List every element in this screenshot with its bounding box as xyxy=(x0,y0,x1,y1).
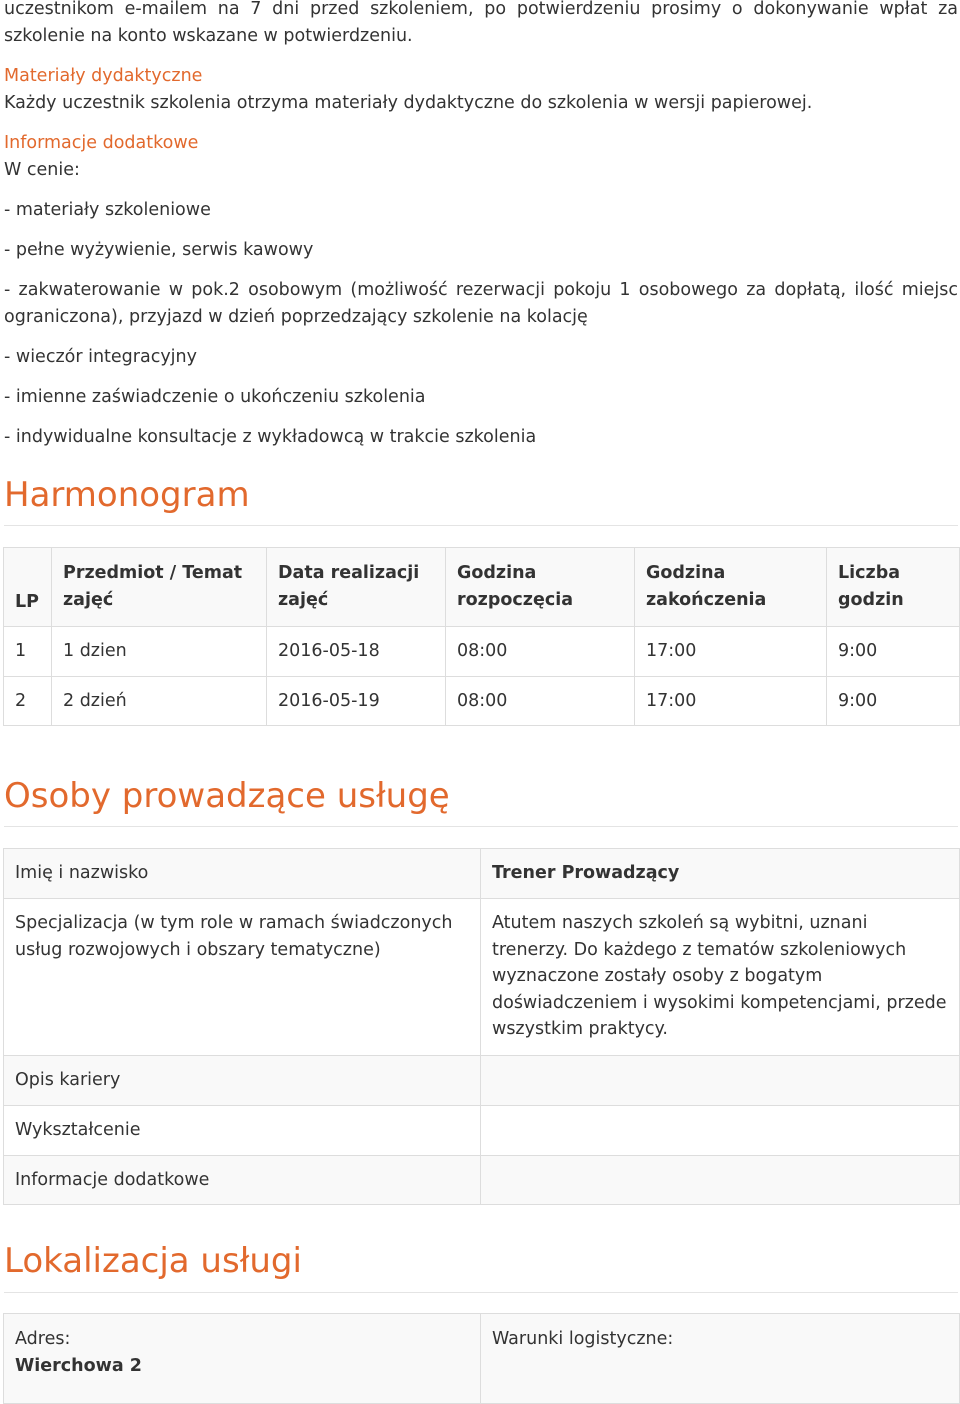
career-label: Opis kariery xyxy=(4,1056,481,1106)
column-header-end-time: Godzina zakończenia xyxy=(635,548,827,627)
specialization-value: Atutem naszych szkoleń są wybitni, uznani trenerzy. Do każdego z tematów szkoleniowych wyznaczone zostały osoby z bogatym doświadczeniem i wysokimi kompetencjami, przede wszystkim praktycy. xyxy=(481,899,960,1056)
table-cell-lp: 2 xyxy=(4,677,52,726)
table-row xyxy=(4,627,960,677)
column-header-date: Data realizacji zajęć xyxy=(267,548,446,627)
table-row xyxy=(4,899,960,1056)
table-row xyxy=(4,1156,960,1205)
schedule-table xyxy=(3,547,960,726)
education-value xyxy=(481,1106,960,1156)
trainer-additional-value xyxy=(481,1156,960,1205)
table-cell-lp: 1 xyxy=(4,627,52,677)
table-cell-date: 2016-05-18 xyxy=(267,627,446,677)
logistics-cell xyxy=(481,1314,960,1404)
additional-info-heading: Informacje dodatkowe xyxy=(4,133,199,153)
table-cell-start-time: 08:00 xyxy=(446,627,635,677)
location-table xyxy=(3,1313,960,1404)
schedule-header-row xyxy=(4,548,960,627)
trainers-title: Osoby prowadzące usługę xyxy=(4,776,450,816)
payment-info-text: uczestnikom e-mailem na 7 dni przed szkoleniem, po potwierdzeniu prosimy o dokonywanie wpłat za szkolenie na konto wskazane w potwierdzeniu. xyxy=(4,0,958,46)
table-cell-subject: 2 dzień xyxy=(52,677,267,726)
section-divider xyxy=(4,1292,958,1293)
price-item: - zakwaterowanie w pok.2 osobowym (możliwość rezerwacji pokoju 1 osobowego za dopłatą, ilość miejsc ograniczona), przyjazd w dzień poprzedzający szkolenie na kolację xyxy=(4,280,958,327)
section-divider xyxy=(4,826,958,827)
trainer-additional-label: Informacje dodatkowe xyxy=(4,1156,481,1205)
price-item: - wieczór integracyjny xyxy=(4,347,197,367)
table-cell-end-time: 17:00 xyxy=(635,677,827,726)
table-cell-subject: 1 dzien xyxy=(52,627,267,677)
logistics-label: Warunki logistyczne: xyxy=(492,1329,674,1349)
column-header-lp: LP xyxy=(4,548,52,627)
address-cell xyxy=(4,1314,481,1404)
table-cell-hours: 9:00 xyxy=(827,677,960,726)
table-row xyxy=(4,849,960,899)
price-item: - pełne wyżywienie, serwis kawowy xyxy=(4,240,314,260)
trainers-table xyxy=(3,848,960,1205)
table-cell-hours: 9:00 xyxy=(827,627,960,677)
career-value xyxy=(481,1056,960,1106)
column-header-hours: Liczba godzin xyxy=(827,548,960,627)
table-row xyxy=(4,677,960,726)
name-label: Imię i nazwisko xyxy=(4,849,481,899)
schedule-title: Harmonogram xyxy=(4,475,250,515)
column-header-subject: Przedmiot / Temat zajęć xyxy=(52,548,267,627)
location-title: Lokalizacja usługi xyxy=(4,1241,302,1281)
column-header-start-time: Godzina rozpoczęcia xyxy=(446,548,635,627)
price-item: - indywidualne konsultacje z wykładowcą w trakcie szkolenia xyxy=(4,427,537,447)
materials-heading: Materiały dydaktyczne xyxy=(4,66,203,86)
specialization-label: Specjalizacja (w tym role w ramach świadczonych usług rozwojowych i obszary tematyczne) xyxy=(4,899,481,1056)
section-divider xyxy=(4,525,958,526)
address-value: Wierchowa 2 xyxy=(15,1355,142,1376)
table-row xyxy=(4,1314,960,1404)
address-label: Adres: xyxy=(15,1329,71,1349)
table-row xyxy=(4,1056,960,1106)
table-cell-end-time: 17:00 xyxy=(635,627,827,677)
name-value: Trener Prowadzący xyxy=(481,849,960,899)
price-includes-heading: W cenie: xyxy=(4,160,80,180)
table-cell-date: 2016-05-19 xyxy=(267,677,446,726)
education-label: Wykształcenie xyxy=(4,1106,481,1156)
materials-text: Każdy uczestnik szkolenia otrzyma materiały dydaktyczne do szkolenia w wersji papierowej. xyxy=(4,93,813,113)
table-cell-start-time: 08:00 xyxy=(446,677,635,726)
price-item: - imienne zaświadczenie o ukończeniu szkolenia xyxy=(4,387,426,407)
price-item: - materiały szkoleniowe xyxy=(4,200,211,220)
table-row xyxy=(4,1106,960,1156)
